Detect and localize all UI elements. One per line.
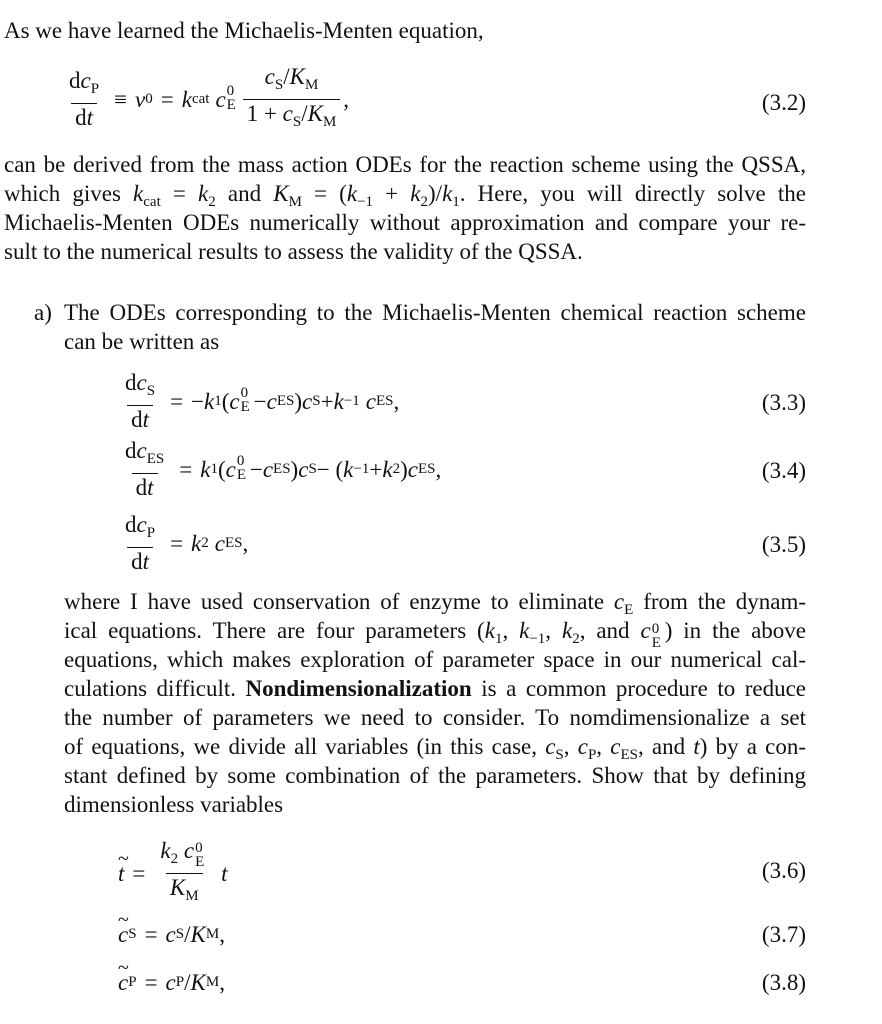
equation-number-3-6: (3.6) [761, 858, 806, 883]
paragraph-2-line-1: where I have used conservation of enzyme to eliminate $c_E$ from the dynam- [64, 589, 806, 618]
equation-3-8: c ~ P = c P / K M , [118, 968, 225, 997]
paragraph-1-line-4: sult to the numerical results to assess the validity of the QSSA. [4, 239, 583, 264]
part-a-label: a) [34, 300, 52, 325]
paragraph-1-line-1: can be derived from the mass action ODEs for the reaction scheme using the QSSA, [4, 152, 806, 177]
paragraph-2-line-7: stant defined by some combination of the parameters. Show that by defining [64, 763, 806, 788]
paragraph-1-line-3: Michaelis-Menten ODEs numerically without approximation and compare your re- [4, 210, 806, 235]
equation-3-7: c ~ S = c S / K M , [118, 920, 225, 949]
equation-number-3-2: (3.2) [761, 90, 806, 115]
equation-number-3-7: (3.7) [761, 922, 806, 947]
nondimensionalization-term: Nondimensionalization [245, 676, 472, 701]
equation-3-5: $\frac{dc_P}{dt}$ = k 2 c ES , [125, 512, 249, 574]
paragraph-2-line-4: culations difficult. Nondimensionalization is a common procedure to reduce [64, 676, 807, 701]
equation-number-3-5: (3.5) [761, 532, 806, 557]
part-a-line-1: The ODEs corresponding to the Michaelis-Menten chemical reaction scheme [64, 300, 806, 325]
equation-number-3-3: (3.3) [761, 390, 806, 415]
part-a-line-2: can be written as [64, 329, 220, 354]
equation-number-3-4: (3.4) [761, 458, 806, 483]
intro-sentence: As we have learned the Michaelis-Menten equation, [4, 18, 484, 43]
paragraph-2-line-5: the number of parameters we need to consider. To nomdimensionalize a set [64, 705, 806, 730]
paragraph-1-line-2: which gives $k_{cat} = k_2$ and $K_M = (k_{-1} + k_2)/k_1$. Here, you will directly solve the [4, 181, 806, 210]
paragraph-2-line-2: ical equations. There are four parameters ($k_1$, $k_{-1}$, $k_2$, and c 0 E ) in the above [64, 618, 807, 651]
equation-number-3-8: (3.8) [761, 970, 806, 995]
equation-3-4: $\frac{dc_{ES}}{dt}$ = k 1 ( c 0 E − c ES ) c S − ( k −1 + k 2 ) c ES , [125, 438, 442, 500]
equation-3-3: $\frac{dc_S}{dt}$ = − k 1 ( c 0 E − c ES ) c S + k −1 c ES , [125, 370, 400, 432]
paragraph-2-line-8: dimensionless variables [64, 792, 284, 817]
paragraph-2-line-6: of equations, we divide all variables (in this case, $c_S$, $c_P$, $c_{ES}$, and t) by a con- [64, 734, 807, 763]
paragraph-2-line-3: equations, which makes exploration of parameter space in our numerical cal- [64, 647, 806, 672]
equation-3-2: $\frac{dc_P}{dt}$ ≡ v 0 = k cat c 0 E $\frac{c_S/K_M}{1 + c_S/K_M}$ , [62, 64, 349, 135]
equation-3-6: t ~ = $k_2$ c 0 E $K_M$ t [118, 838, 227, 909]
